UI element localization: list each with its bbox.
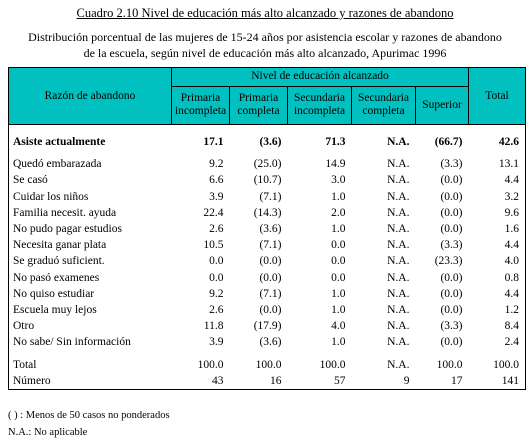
cell-value: 3.0 [331,174,346,187]
cell-value: 14.9 [325,158,346,171]
cell-value: 1.0 [331,336,346,349]
cell-value: (23.3) [434,255,463,268]
row-label: Total [9,356,172,372]
cell-value: (0.0) [440,174,463,187]
cell-value: 9.2 [209,287,224,300]
cell-value: 4.4 [469,286,526,302]
cell-value: 4.0 [469,253,526,269]
cell-value: (17.9) [253,320,282,333]
reason-rows [9,156,526,350]
header-total: Total [469,68,526,125]
cell-value: 100.0 [255,358,282,371]
cell-value: 43 [172,373,230,390]
cell-value: 10.5 [203,239,224,252]
cell-value: 0.0 [331,239,346,252]
table-row [9,172,526,188]
cell-value: (7.1) [259,287,282,300]
cell-value: N.A. [387,320,410,333]
cell-value: 141 [469,373,526,390]
table-row [9,237,526,253]
row-label: Necesita ganar plata [9,237,172,253]
cell-value: N.A. [387,190,410,203]
header-col-line2: incompleta [174,105,227,118]
cell-value: 71.3 [325,136,346,149]
cell-value: 0.0 [331,255,346,268]
table-row [9,156,526,172]
table-row-numero [9,373,526,390]
cell-value: 2.0 [331,206,346,219]
header-primaria-incompleta [172,86,230,124]
cell-value: 100.0 [469,356,526,372]
cell-value: (3.6) [259,223,282,236]
cell-value: (3.3) [440,320,463,333]
table-row [9,270,526,286]
cell-value: 0.0 [209,255,224,268]
header-col-line1: Secundaria [293,92,346,105]
cell-value: 17.1 [203,136,224,149]
header-superior [416,86,469,124]
cell-value: 17 [416,373,469,390]
cell-value: (0.0) [440,303,463,316]
cell-value: (7.1) [259,239,282,252]
header-col-line1: Primaria [238,92,279,105]
cell-value: (3.6) [259,136,282,149]
cell-value: 0.0 [331,271,346,284]
cell-value: (7.1) [259,190,282,203]
cell-value: 4.4 [469,172,526,188]
row-label: Asiste actualmente [9,134,172,150]
spacer-row [9,125,526,135]
cell-value: 2.6 [209,303,224,316]
table-row-total [9,356,526,372]
summary-rows [9,350,526,389]
table-row [9,286,526,302]
cell-value: N.A. [387,174,410,187]
table-row [9,205,526,221]
spacer-cell [9,125,526,135]
cell-value: (25.0) [253,158,282,171]
cell-value: 3.9 [209,190,224,203]
subtitle-line-2: de la escuela, según nivel de educación más alto alcanzado, Apurimac 1996 [83,46,447,60]
cell-value: 9.2 [209,158,224,171]
cell-value: N.A. [387,158,410,171]
header-primaria-completa [230,86,288,124]
cell-value: 9.6 [469,205,526,221]
cell-value: 1.0 [331,190,346,203]
row-label: Se casó [9,172,172,188]
cell-value: 1.0 [331,287,346,300]
education-abandon-table [8,67,526,390]
cell-value: 11.8 [203,320,224,333]
cell-value: 6.6 [209,174,224,187]
cell-value: 22.4 [203,206,224,219]
cell-value: N.A. [387,206,410,219]
cell-value: 8.4 [469,318,526,334]
cell-value: 3.9 [209,336,224,349]
row-label: Se graduó suficient. [9,253,172,269]
cell-value: 9 [352,373,416,390]
cell-value: N.A. [387,287,410,300]
cell-value: 100.0 [197,358,224,371]
subtitle-line-1: Distribución porcentual de las mujeres de 15-24 años por asistencia escolar y razones de abandono [28,30,502,44]
header-col-line2: completa [362,105,405,118]
row-label: No quiso estudiar [9,286,172,302]
cell-value: 0.0 [209,271,224,284]
cell-value: (3.3) [440,239,463,252]
header-secundaria-completa [352,86,416,124]
cell-value: 0.8 [469,270,526,286]
cell-value: 100.0 [436,358,463,371]
cell-value: 2.4 [469,334,526,350]
cell-value: (14.3) [253,206,282,219]
cell-value: N.A. [387,358,410,371]
cell-value: 1.0 [331,223,346,236]
cell-value: N.A. [387,271,410,284]
table-row [9,318,526,334]
cell-value: 16 [230,373,288,390]
header-col-line1: Superior [422,98,462,111]
cell-value: 42.6 [469,134,526,150]
cell-value: (66.7) [434,136,463,149]
cell-value: 57 [288,373,352,390]
table-row [9,189,526,205]
table-row [9,334,526,350]
row-label: Quedó embarazada [9,156,172,172]
row-label: Número [9,373,172,390]
cell-value: 1.2 [469,302,526,318]
row-label: Cuidar los niños [9,189,172,205]
cell-value: (0.0) [440,206,463,219]
cell-value: 1.6 [469,221,526,237]
row-label: Escuela muy lejos [9,302,172,318]
table-row [9,221,526,237]
cell-value: (0.0) [440,223,463,236]
row-label: No pasó examenes [9,270,172,286]
table-row-asiste [9,134,526,150]
cell-value: N.A. [387,136,410,149]
table-row [9,302,526,318]
header-col-line2: completa [237,105,280,118]
cell-value: (0.0) [440,271,463,284]
cell-value: 100.0 [319,358,346,371]
header-col-line2: incompleta [293,105,346,118]
cell-value: (0.0) [259,271,282,284]
table-notes [8,407,170,441]
cell-value: (3.3) [440,158,463,171]
cell-value: 4.0 [331,320,346,333]
cell-value: N.A. [387,255,410,268]
cell-value: (0.0) [259,255,282,268]
header-col-line1: Secundaria [357,92,410,105]
cell-value: 2.6 [209,223,224,236]
row-label: No pudo pagar estudios [9,221,172,237]
cell-value: (0.0) [259,303,282,316]
header-secundaria-incompleta [288,86,352,124]
row-label: Otro [9,318,172,334]
cell-value: 13.1 [469,156,526,172]
cell-value: (10.7) [253,174,282,187]
cell-value: N.A. [387,303,410,316]
cell-value: 3.2 [469,189,526,205]
cell-value: (3.6) [259,336,282,349]
row-label: No sabe/ Sin información [9,334,172,350]
cell-value: (0.0) [440,190,463,203]
cell-value: N.A. [387,239,410,252]
cell-value: (0.0) [440,336,463,349]
cell-value: 1.0 [331,303,346,316]
table-body [9,125,526,157]
note-small-sample: ( ) : Menos de 50 casos no ponderados [8,410,170,421]
row-label: Familia necesit. ayuda [9,205,172,221]
cell-value: 4.4 [469,237,526,253]
table-row [9,253,526,269]
note-not-applicable: N.A.: No aplicable [8,427,88,438]
table-subtitle [0,29,530,61]
cell-value: (0.0) [440,287,463,300]
cell-value: N.A. [387,336,410,349]
header-reason: Razón de abandono [9,68,172,125]
header-col-line1: Primaria [180,92,221,105]
cell-value: N.A. [387,223,410,236]
table-title: Cuadro 2.10 Nivel de educación más alto alcanzado y razones de abandono [76,6,454,20]
header-education-level: Nivel de educación alcanzado [172,68,469,87]
